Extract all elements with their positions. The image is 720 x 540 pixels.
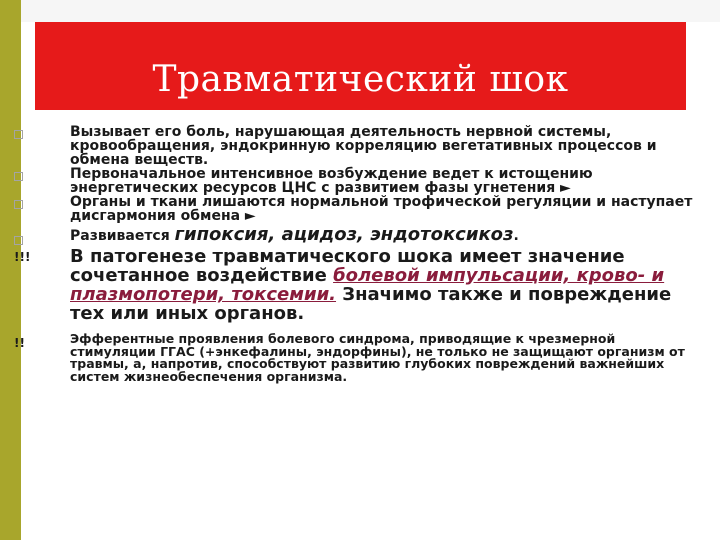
list-item: [14, 195, 694, 223]
list-item: [14, 333, 694, 383]
list-item-text: Эфферентные проявления болевого синдрома, приводящие к чрезмерной стимуляции ГГАС (+энкефалины, эндорфины), не только не защищают организм от травмы, а, напротив, способствуют развитию глубоких повреждений важнейших систем жизнеобеспечения организма.: [70, 331, 685, 384]
list-item-text: Органы и ткани лишаются нормальной трофической регуляции и наступает дисгармония обмена ►: [70, 194, 693, 224]
text-end: Значимо также и повреждение тех или иных органов.: [70, 284, 672, 324]
text-end: .: [513, 228, 519, 244]
bullet-square-icon: [14, 170, 54, 184]
list-item-text: Первоначальное интенсивное возбуждение ведет к истощению энергетических ресурсов ЦНС с развитием фазы угнетения ►: [70, 166, 593, 196]
bullet-list: [14, 125, 694, 383]
plain-text: Развивается: [70, 228, 175, 244]
bullet-square-icon: [14, 198, 54, 212]
list-item: [14, 224, 694, 245]
list-item-text: Вызывает его боль, нарушающая деятельность нервной системы, кровообращения, эндокринную корреляцию вегетативных процессов и обмена веществ.: [70, 124, 657, 168]
bullet-square-icon: [14, 128, 54, 142]
emphasized-text: болевой импульсации, крово- и плазмопотери, токсемии.: [70, 265, 665, 305]
slide-title: Травматический шок: [152, 59, 569, 100]
title-banner: [35, 22, 686, 110]
list-item: [14, 125, 694, 167]
bullet-square-icon: [14, 234, 54, 248]
list-item: [14, 247, 694, 323]
triple-exclamation-marker: !!!: [14, 250, 31, 264]
emphasized-text: гипоксия, ацидоз, эндотоксикоз: [174, 224, 514, 245]
list-item-text: [70, 224, 694, 245]
list-item-text: [70, 247, 694, 323]
list-item: [14, 167, 694, 195]
top-strip: [21, 0, 720, 22]
plain-text: В патогенезе травматического шока имеет значение сочетанное воздействие: [70, 246, 625, 286]
double-exclamation-marker: !!: [14, 336, 25, 350]
